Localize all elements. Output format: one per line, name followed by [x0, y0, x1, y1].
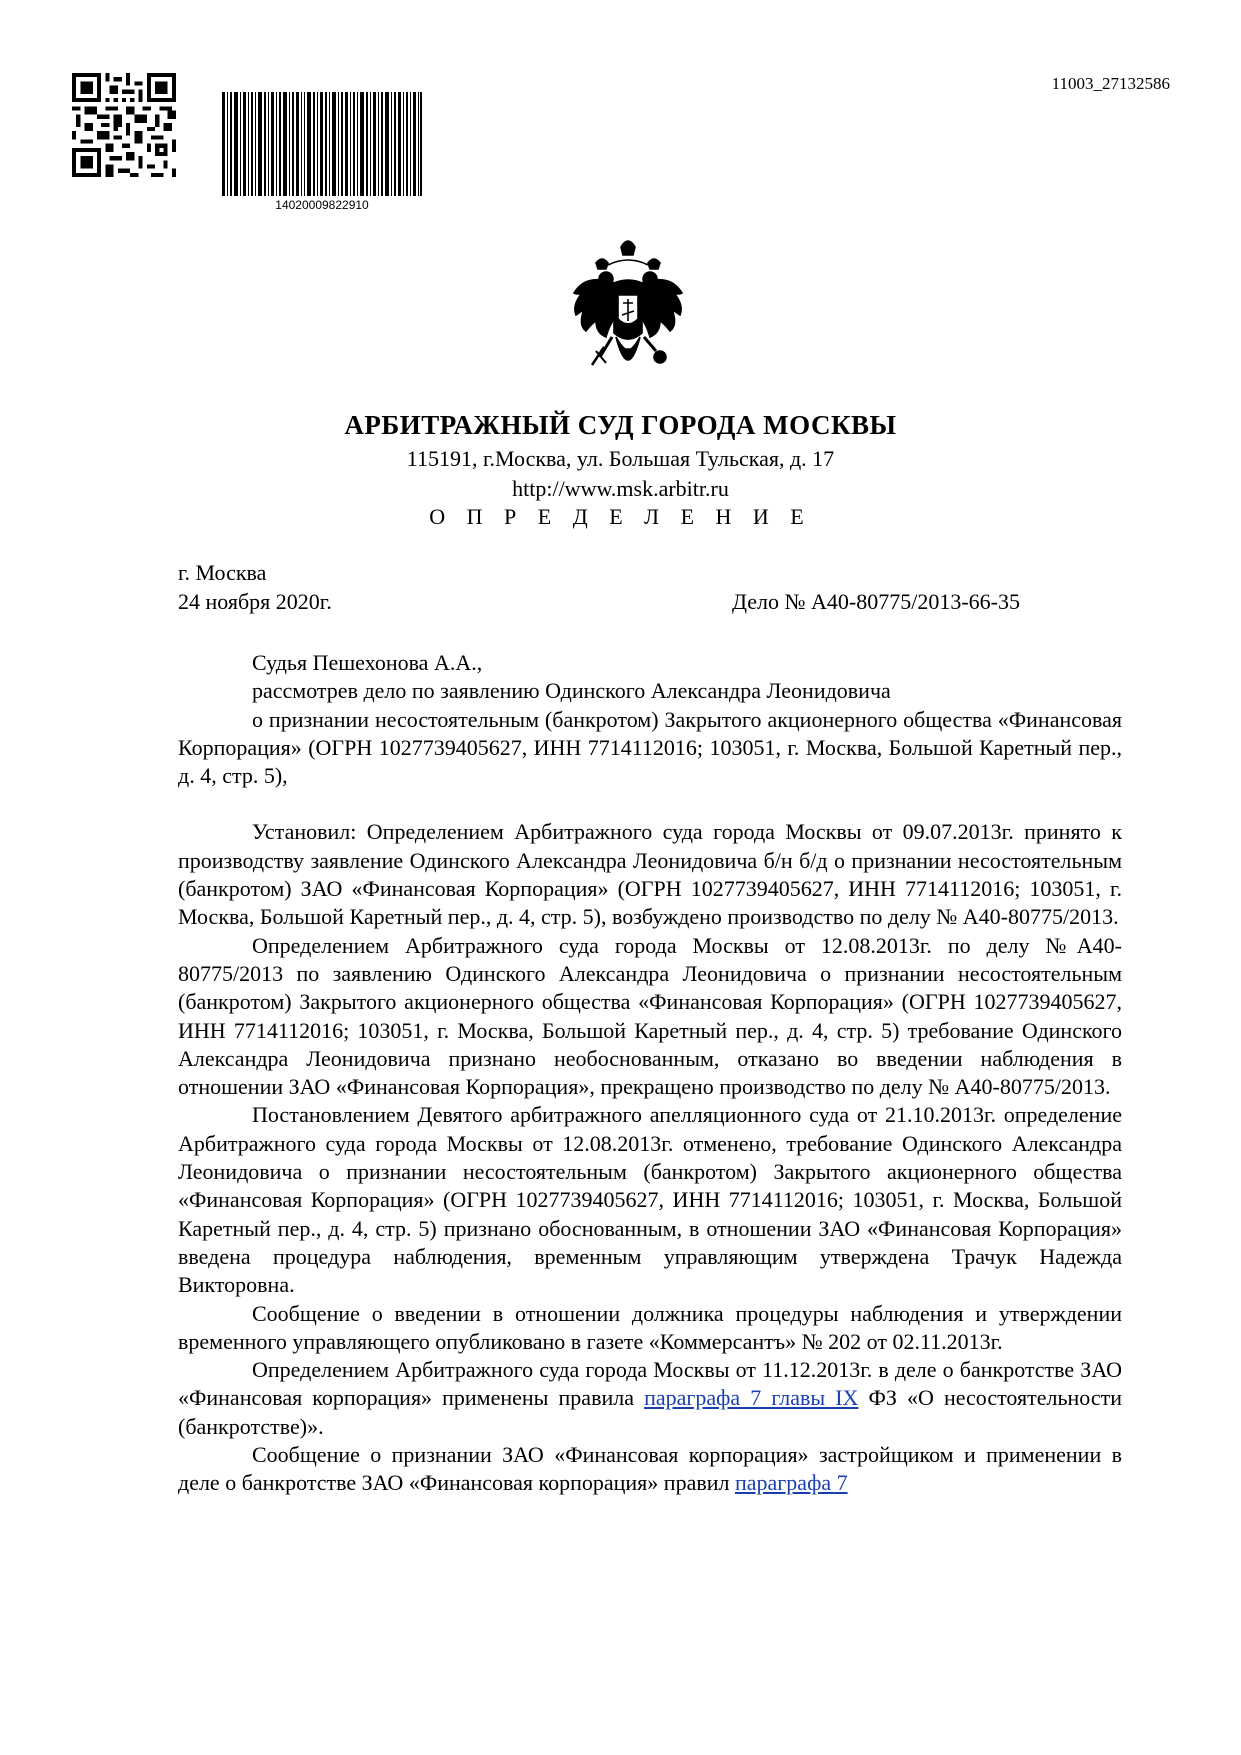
barcode-number: 14020009822910 — [275, 198, 369, 212]
paragraph-rules-text: Определением Арбитражного суда города Москвы от 11.12.2013г. в деле о банкротстве ЗАО «Финансовая корпорация» применены правила — [178, 1357, 1122, 1411]
paragraph-rules-tail: ФЗ «О несостоятельности (банкротстве)». — [178, 1385, 1122, 1439]
paragraph-established: Установил: Определением Арбитражного суда города Москвы от 09.07.2013г. принято к производству заявление Одинского Александра Леонидовича б/н б/д о признании несостоятельным (банкротом) ЗАО «Финансовая Корпорация» (ОГРН 1027739405627, ИНН 7714112016; 103051, г. Москва, Большой Каретный пер., д. 4, стр. 5), возбуждено производство по делу № А40-80775/2013. — [178, 819, 1122, 930]
coat-of-arms-icon — [566, 233, 690, 388]
subject-paragraph: о признании несостоятельным (банкротом) Закрытого акционерного общества «Финансовая Корпорация» (ОГРН 1027739405627, ИНН 7714112016; 103051, г. Москва, Большой Каретный пер., д. 4, стр. 5), — [178, 706, 1122, 789]
document-date: 24 ноября 2020г. — [178, 589, 332, 614]
paragraph-rules — [178, 1356, 1122, 1441]
document-type: О П Р Е Д Е Л Е Н И Е — [429, 504, 812, 529]
court-name: АРБИТРАЖНЫЙ СУД ГОРОДА МОСКВЫ — [344, 410, 897, 440]
document-body — [178, 649, 1122, 1498]
paragraph-appeal: Постановлением Девятого арбитражного апелляционного суда от 21.10.2013г. определение Арбитражного суда города Москвы от 12.08.2013г. отменено, требование Одинского Александра Леонидовича о признании несостоятельным (банкротом) Закрытого акционерного общества «Финансовая Корпорация» (ОГРН 1027739405627, ИНН 7714112016; 103051, г. Москва, Большой Каретный пер., д. 4, стр. 5) признано обоснованным, в отношении ЗАО «Финансовая Корпорация» введена процедура наблюдения, временным управляющим утверждена Трачук Надежда Викторовна. — [178, 1102, 1122, 1298]
city: г. Москва — [178, 560, 267, 585]
court-address: 115191, г.Москва, ул. Большая Тульская, д. 17 — [406, 446, 835, 471]
case-number: Дело № А40-80775/2013-66-35 — [732, 589, 1020, 614]
paragraph-ruling-1: Определением Арбитражного суда города Москвы от 12.08.2013г. по делу №А40-80775/2013 по заявлению Одинского Александра Леонидовича о признании несостоятельным (банкротом) Закрытого акционерного общества «Финансовая Корпорация» (ОГРН 1027739405627, ИНН 7714112016; 103051, г. Москва, Большой Каретный пер., д. 4, стр. 5) требование Одинского Александра Леонидовича признано необоснованным, отказано во введении наблюдения в отношении ЗАО «Финансовая Корпорация», прекращено производство по делу № А40-80775/2013. — [178, 932, 1122, 1100]
considered-line: рассмотрев дело по заявлению Одинского Александра Леонидовича — [252, 678, 891, 704]
barcode-icon — [222, 92, 422, 196]
law-link-paragraph-7[interactable]: параграфа 7 — [734, 1470, 848, 1496]
court-website: http://www.msk.arbitr.ru — [512, 476, 729, 501]
judge-line: Судья Пешехонова А.А., — [252, 650, 483, 675]
qr-code-icon — [72, 73, 176, 177]
law-link-paragraph-7-chapter-9[interactable]: параграфа 7 главы IX — [644, 1385, 859, 1411]
document-id: 11003_27132586 — [1051, 74, 1170, 93]
paragraph-developer — [178, 1441, 1122, 1498]
paragraph-publication: Сообщение о введении в отношении должника процедуры наблюдения и утверждении временного управляющего опубликовано в газете «Коммерсантъ» № 202 от 02.11.2013г. — [178, 1300, 1122, 1354]
paragraph-developer-text: Сообщение о признании ЗАО «Финансовая корпорация» застройщиком и применении в деле о банкротстве ЗАО «Финансовая корпорация» правил — [178, 1442, 1122, 1496]
